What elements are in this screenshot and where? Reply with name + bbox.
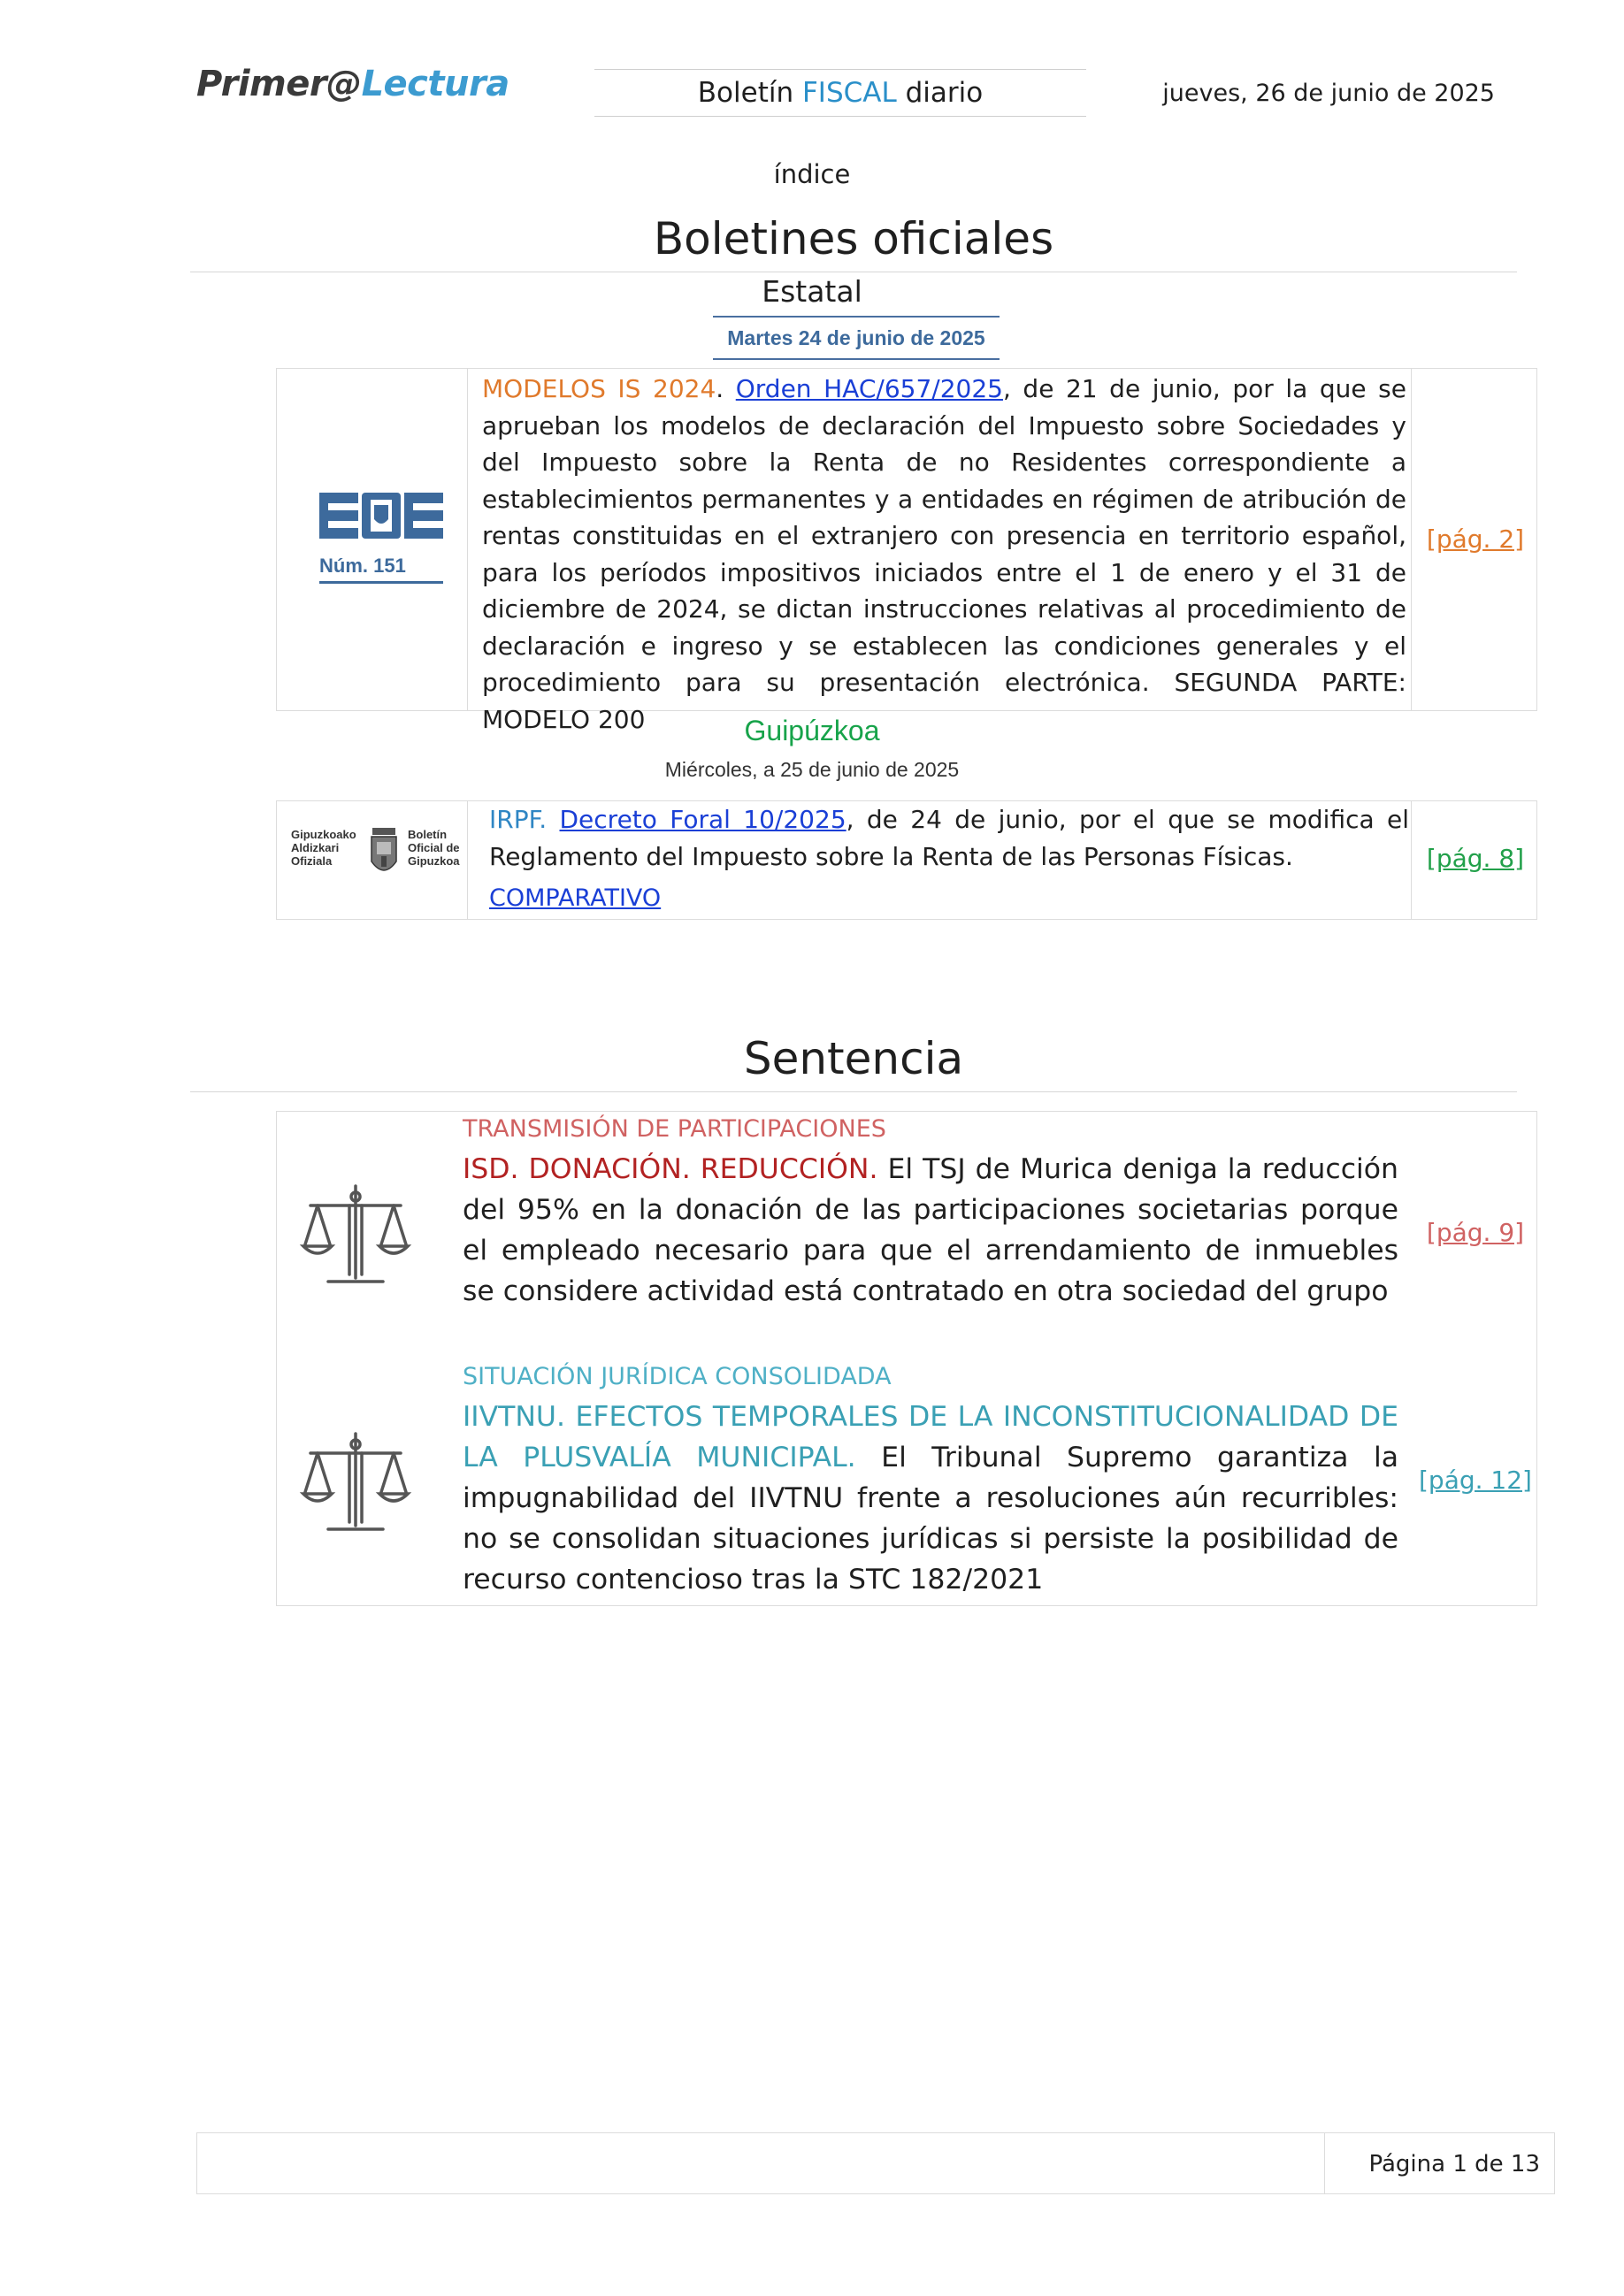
gipuzkoa-entry-text	[489, 801, 1409, 875]
subsection-gipuzkoa: Guipúzkoa	[744, 715, 880, 746]
section-title-sentencia: Sentencia	[190, 1028, 1517, 1092]
sentencia-2-body: El Tribunal Supremo garantiza la impugnabilidad del IIVTNU frente a resoluciones aún recurribles: no se consolidan situaciones jurídicas si persiste la posibilidad de recurso contencioso tras la STC 182/2021	[463, 1442, 1398, 1596]
gipuzkoa-page-link[interactable]: [pág. 8]	[1426, 844, 1525, 873]
boe-issue-number: Núm. 151	[319, 555, 443, 584]
primera-lectura-logo	[196, 64, 509, 104]
scales-of-justice-icon	[298, 1427, 413, 1542]
gipuzkoa-coat-of-arms-icon	[369, 826, 399, 881]
bulletin-suffix: diario	[896, 77, 984, 109]
boe-keyword: MODELOS IS 2024	[482, 374, 716, 403]
page-footer	[196, 2132, 1555, 2194]
sentencia-1-text	[463, 1149, 1398, 1312]
sentencia-2-category: SITUACIÓN JURÍDICA CONSOLIDADA	[463, 1363, 892, 1390]
orden-hac-link[interactable]: Orden HAC/657/2025	[735, 374, 1003, 403]
bulletin-prefix: Boletín	[697, 77, 802, 109]
estatal-date: Martes 24 de junio de 2025	[713, 316, 1000, 360]
sentencia-1-keyword: ISD. DONACIÓN. REDUCCIÓN.	[463, 1153, 878, 1185]
sentencia-2-text	[463, 1397, 1398, 1600]
bulletin-fiscal: FISCAL	[801, 77, 897, 109]
gipuzkoa-logo-left-text: Gipuzkoako Aldizkari Ofiziala	[291, 828, 356, 868]
section-title-boletines: Boletines oficiales	[190, 210, 1517, 272]
sentencia-1-body: El TSJ de Murica deniga la reducción del 95% en la donación de las participaciones societarias porque el empleado necesario para que el arrendamiento de inmuebles se considere actividad está contratado en otra sociedad del grupo	[463, 1153, 1399, 1307]
gipuzkoa-body: , de 24 de junio, por el que se modifica el Reglamento del Impuesto sobre la Renta de las Personas Físicas.	[489, 805, 1409, 871]
index-link[interactable]: índice	[773, 159, 851, 189]
logo-part2: Lectura	[361, 64, 509, 104]
sentencia-2-page-link[interactable]: [pág. 12]	[1419, 1466, 1532, 1495]
scales-of-justice-icon	[298, 1179, 413, 1294]
boe-body: , de 21 de junio, por la que se aprueban los modelos de declaración del Impuesto sobre Sociedades y del Impuesto sobre la Renta de no Residentes correspondiente a establecimientos permanentes y a entidades en régimen de atribución de rentas constituidas en el extranjero con presencia en territorio español, para los períodos impositivos iniciados entre el 1 de enero y el 31 de diciembre de 2024, se dictan instrucciones relativas al procedimiento de declaración e ingreso y se establecen las condiciones generales y el procedimiento para su presentación electrónica. SEGUNDA PARTE: MODELO 200	[482, 374, 1406, 734]
boe-page-link[interactable]: [pág. 2]	[1426, 524, 1525, 554]
decreto-foral-link[interactable]: Decreto Foral 10/2025	[559, 805, 846, 834]
gipuzkoa-logo	[291, 824, 459, 886]
boe-entry-text	[482, 371, 1406, 738]
gipuzkoa-date: Miércoles, a 25 de junio de 2025	[664, 758, 960, 781]
bulletin-title	[594, 69, 1086, 117]
sentencia-1-category: TRANSMISIÓN DE PARTICIPACIONES	[463, 1115, 886, 1143]
header-date: jueves, 26 de junio de 2025	[1162, 80, 1495, 107]
gipuzkoa-entry-card	[276, 800, 1537, 920]
sentencia-2-keyword: IIVTNU. EFECTOS TEMPORALES DE LA INCONSTITUCIONALIDAD DE LA PLUSVALÍA MUNICIPAL.	[463, 1401, 1398, 1473]
boe-logo-icon	[319, 489, 443, 542]
gipuzkoa-logo-right-text: Boletín Oficial de Gipuzkoa	[408, 828, 460, 868]
comparativo-link[interactable]: COMPARATIVO	[489, 884, 662, 912]
sentencia-1-page-link[interactable]: [pág. 9]	[1426, 1218, 1525, 1247]
boe-separator: .	[716, 374, 736, 403]
gipuzkoa-keyword: IRPF.	[489, 805, 548, 834]
footer-page-number: Página 1 de 13	[1368, 2151, 1540, 2177]
subsection-estatal: Estatal	[762, 274, 862, 309]
sentencia-card	[276, 1111, 1537, 1606]
logo-part1: Primer@	[196, 64, 362, 104]
